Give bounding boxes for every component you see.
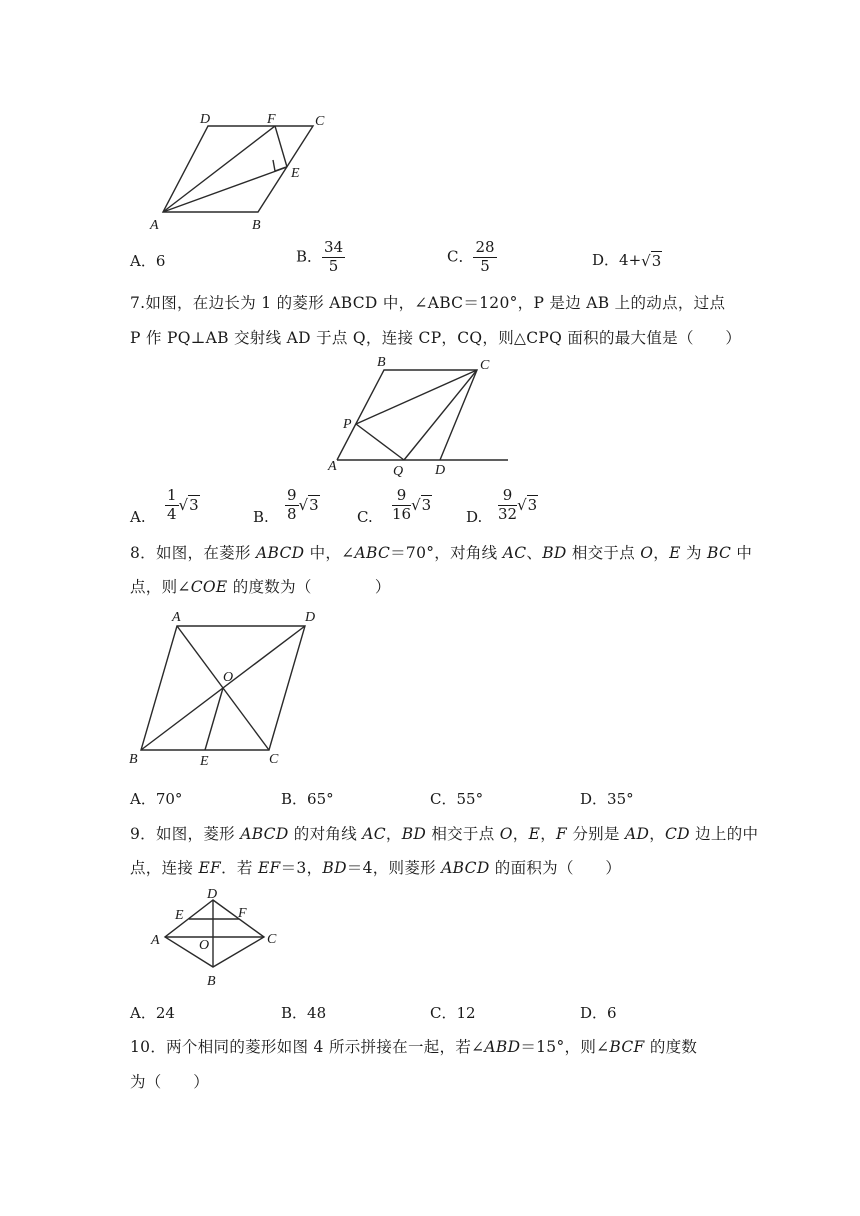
q7-option-c	[392, 488, 432, 523]
q9-label-o: O	[199, 938, 210, 953]
q7-option-b-label: B.	[253, 508, 269, 526]
q7-label-p: P	[343, 417, 352, 432]
q8-label-b: B	[129, 752, 138, 767]
q9-text-line2: 点，连接 EF．若 EF＝3，BD＝4，则菱形 ABCD 的面积为（ ）	[130, 859, 622, 877]
q9-label-d: D	[207, 887, 218, 902]
q6-option-a-value: 6	[155, 252, 166, 270]
q9-label-e: E	[175, 908, 184, 923]
q6-segment-af	[163, 126, 275, 212]
q7-option-d-fraction: $\frac{9}{32}$	[498, 486, 518, 523]
q6-option-b-label: B．	[296, 247, 323, 266]
q8-figure	[122, 607, 327, 772]
q8-label-a: A	[172, 610, 181, 625]
q9-label-f: F	[238, 906, 247, 921]
q6-option-b	[296, 240, 345, 275]
q7-option-d	[498, 488, 538, 523]
q6-option-d-sqrt: √3	[641, 252, 662, 270]
q6-option-b-fraction: $\frac{34}{5}$	[324, 238, 344, 275]
q7-option-b-sqrt: √3	[298, 496, 319, 515]
q8-text-line1: 8．如图，在菱形 ABCD 中，∠ABC＝70°，对角线 AC、BD 相交于点 O，E 为 BC 中	[130, 544, 753, 562]
q6-option-c-fraction: $\frac{28}{5}$	[475, 238, 495, 275]
q6-label-b: B	[252, 218, 261, 233]
q6-label-a: A	[150, 218, 159, 233]
q7-label-c: C	[480, 358, 490, 373]
q9-option-a: A．24	[130, 1004, 175, 1022]
q6-segment-ae	[163, 167, 287, 212]
q6-figure	[140, 106, 340, 236]
q8-label-o: O	[223, 670, 234, 685]
q6-option-d-value: 4+	[619, 251, 642, 269]
q9-option-b: B．48	[281, 1004, 327, 1022]
q6-right-angle-mark	[273, 160, 286, 171]
q6-option-d	[592, 249, 662, 270]
q6-option-a	[130, 250, 165, 271]
q7-option-a-label: A.	[130, 508, 146, 526]
q7-label-q: Q	[393, 464, 404, 479]
q8-option-a: A．70°	[130, 790, 183, 808]
q6-option-a-label: A．	[130, 252, 156, 270]
q6-label-f: F	[267, 112, 276, 127]
q7-option-d-label: D.	[466, 508, 483, 526]
q6-option-d-label: D．	[592, 251, 620, 269]
q9-option-d: D．6	[580, 1004, 617, 1022]
q7-rhombus-abc	[337, 370, 477, 460]
q9-text-line1: 9．如图，菱形 ABCD 的对角线 AC，BD 相交于点 O，E，F 分别是 AD，CD 边上的中	[130, 825, 759, 843]
q6-option-c	[447, 240, 497, 275]
q9-option-c: C．12	[430, 1004, 476, 1022]
q7-figure	[325, 350, 515, 480]
q6-label-e: E	[291, 166, 300, 181]
q6-label-c: C	[315, 114, 325, 129]
q7-segment-pq	[356, 424, 404, 460]
q7-option-a	[165, 488, 200, 523]
q7-option-b	[285, 488, 320, 523]
q7-text-line2: P 作 PQ⊥AB 交射线 AD 于点 Q，连接 CP，CQ，则△CPQ 面积的最大值是（ ）	[130, 329, 742, 347]
q6-label-d: D	[200, 112, 211, 127]
q8-option-c: C．55°	[430, 790, 484, 808]
q8-option-b: B．65°	[281, 790, 334, 808]
q7-option-a-sqrt: √3	[178, 496, 199, 515]
q7-option-a-fraction: $\frac{1}{4}$	[167, 486, 177, 523]
q7-option-c-label: C.	[357, 508, 373, 526]
q9-label-b: B	[207, 974, 216, 989]
q8-label-c: C	[269, 752, 279, 767]
q9-label-c: C	[267, 932, 277, 947]
q7-label-d: D	[435, 463, 446, 478]
q7-text-line1: 7.如图，在边长为 1 的菱形 ABCD 中，∠ABC＝120°，P 是边 AB 上的动点，过点	[130, 294, 726, 312]
q10-text-line2: 为（ ）	[130, 1073, 210, 1091]
q10-text-line1: 10．两个相同的菱形如图 4 所示拼接在一起，若∠ABD＝15°，则∠BCF 的度数	[130, 1038, 698, 1056]
q7-option-d-sqrt: √3	[517, 496, 538, 515]
q8-label-d: D	[305, 610, 316, 625]
q7-segment-cq	[404, 370, 477, 460]
q8-label-e: E	[200, 754, 209, 769]
q9-figure	[143, 885, 288, 993]
q7-option-c-fraction: $\frac{9}{16}$	[392, 486, 412, 523]
q8-option-d: D．35°	[580, 790, 634, 808]
q7-option-b-fraction: $\frac{9}{8}$	[287, 486, 297, 523]
q8-text-line2: 点，则∠COE 的度数为（ ）	[130, 578, 391, 596]
q7-label-b: B	[377, 355, 386, 370]
q8-segment-oe	[205, 688, 223, 750]
q6-segment-fe	[275, 126, 287, 167]
q7-label-a: A	[328, 459, 337, 474]
q9-label-a: A	[151, 933, 160, 948]
q7-option-c-sqrt: √3	[411, 496, 432, 515]
q6-option-c-label: C．	[447, 247, 474, 266]
